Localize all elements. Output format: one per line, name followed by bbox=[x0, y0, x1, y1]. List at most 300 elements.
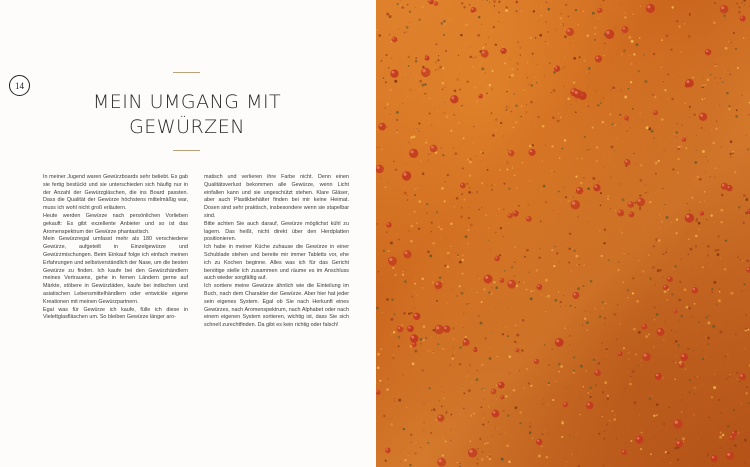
spice-speck bbox=[469, 187, 471, 189]
spice-speck bbox=[712, 258, 714, 260]
spice-speck bbox=[547, 31, 549, 33]
spice-speck bbox=[442, 455, 444, 457]
spice-speck bbox=[721, 412, 723, 414]
spice-speck bbox=[710, 176, 711, 177]
spice-speck bbox=[396, 119, 398, 121]
spice-speck bbox=[425, 269, 426, 270]
spice-speck bbox=[560, 17, 563, 20]
spice-speck bbox=[419, 200, 422, 203]
spice-speck bbox=[442, 281, 443, 282]
pink-peppercorn bbox=[657, 328, 665, 336]
spice-speck bbox=[532, 438, 533, 439]
spice-speck bbox=[697, 453, 698, 454]
spice-speck bbox=[633, 53, 635, 55]
spice-speck bbox=[575, 99, 577, 101]
spice-speck bbox=[435, 419, 437, 421]
spice-speck bbox=[477, 370, 478, 371]
spice-speck bbox=[489, 357, 492, 360]
spice-speck bbox=[620, 123, 621, 124]
spice-speck bbox=[502, 333, 504, 335]
spice-speck bbox=[570, 305, 572, 307]
spice-speck bbox=[662, 188, 663, 189]
spice-speck bbox=[604, 157, 605, 158]
spice-speck bbox=[468, 206, 471, 209]
spice-speck bbox=[580, 217, 581, 218]
spice-speck bbox=[456, 78, 459, 81]
spice-speck bbox=[496, 385, 498, 387]
spice-speck bbox=[581, 158, 582, 159]
spice-speck bbox=[491, 185, 492, 186]
spice-speck bbox=[383, 415, 385, 417]
spice-speck bbox=[580, 397, 581, 398]
spice-speck bbox=[481, 388, 482, 389]
spice-speck bbox=[463, 250, 464, 251]
spice-speck bbox=[435, 69, 437, 71]
spice-speck bbox=[409, 21, 411, 23]
spice-speck bbox=[706, 219, 707, 220]
spice-speck bbox=[530, 385, 532, 387]
pink-peppercorn bbox=[421, 68, 430, 77]
pink-peppercorn bbox=[434, 281, 442, 289]
spice-speck bbox=[527, 204, 530, 207]
spice-speck bbox=[711, 291, 713, 293]
spice-speck bbox=[625, 388, 627, 390]
spice-speck bbox=[408, 312, 411, 315]
spice-speck bbox=[577, 216, 578, 217]
spice-speck bbox=[600, 99, 602, 101]
spice-speck bbox=[430, 432, 432, 434]
spice-speck bbox=[459, 89, 461, 91]
spice-speck bbox=[516, 62, 519, 65]
spice-speck bbox=[523, 24, 524, 25]
spice-speck bbox=[461, 193, 462, 194]
pink-peppercorn bbox=[473, 348, 477, 352]
spice-speck bbox=[704, 200, 705, 201]
pink-peppercorn bbox=[402, 171, 411, 180]
spice-speck bbox=[436, 289, 439, 292]
spice-speck bbox=[477, 34, 480, 37]
spice-speck bbox=[450, 223, 453, 226]
spice-speck bbox=[461, 105, 463, 107]
spice-speck bbox=[740, 259, 741, 260]
spice-speck bbox=[546, 456, 548, 458]
spice-speck bbox=[717, 82, 719, 84]
spice-speck bbox=[431, 397, 432, 398]
spice-speck bbox=[576, 432, 578, 434]
spice-speck bbox=[720, 78, 721, 79]
pink-peppercorn bbox=[397, 326, 404, 333]
spice-speck bbox=[385, 81, 387, 83]
spice-speck bbox=[539, 424, 542, 427]
spice-speck bbox=[390, 318, 393, 321]
spice-speck bbox=[573, 356, 575, 358]
spice-speck bbox=[468, 389, 471, 392]
spice-speck bbox=[563, 86, 564, 87]
spice-speck bbox=[708, 314, 710, 316]
spice-speck bbox=[722, 81, 724, 83]
spice-speck bbox=[471, 382, 473, 384]
spice-speck bbox=[409, 88, 412, 91]
spice-speck bbox=[710, 74, 712, 76]
spice-speck bbox=[518, 281, 520, 283]
spice-speck bbox=[481, 207, 482, 208]
spice-speck bbox=[677, 344, 680, 347]
spice-speck bbox=[517, 69, 519, 71]
pink-peppercorn bbox=[627, 201, 634, 208]
spice-speck bbox=[636, 43, 639, 46]
pink-peppercorn bbox=[526, 216, 532, 222]
spice-speck bbox=[734, 171, 736, 173]
spice-speck bbox=[437, 111, 438, 112]
spice-speck bbox=[674, 265, 677, 268]
spice-speck bbox=[659, 269, 662, 272]
spice-speck bbox=[400, 461, 401, 462]
spice-speck bbox=[721, 194, 724, 197]
spice-speck bbox=[613, 418, 616, 421]
spice-speck bbox=[720, 221, 722, 223]
spice-speck bbox=[664, 204, 665, 205]
spice-speck bbox=[628, 88, 629, 89]
spice-speck bbox=[473, 413, 474, 414]
spice-speck bbox=[719, 291, 721, 293]
spice-speck bbox=[408, 453, 409, 454]
spice-speck bbox=[467, 158, 469, 160]
spice-speck bbox=[408, 56, 410, 58]
spice-speck bbox=[394, 313, 396, 315]
spice-speck bbox=[569, 233, 571, 235]
pink-peppercorn bbox=[378, 123, 386, 131]
spice-speck bbox=[539, 248, 540, 249]
spice-speck bbox=[634, 202, 636, 204]
paragraph: Heute werden Gewürze nach persönlichen Vorlieben gekauft: Es gibt exzellente Anbieter und so ist das Aromenspektrum der Gewürze phantastisch. bbox=[43, 212, 188, 235]
spice-speck bbox=[379, 146, 380, 147]
spice-speck bbox=[481, 24, 482, 25]
spice-speck bbox=[736, 109, 738, 111]
spice-speck bbox=[495, 232, 496, 233]
spice-speck bbox=[715, 374, 716, 375]
spice-speck bbox=[602, 391, 604, 393]
spice-speck bbox=[575, 176, 577, 178]
spice-speck bbox=[505, 432, 506, 433]
spice-speck bbox=[541, 189, 542, 190]
pink-peppercorn bbox=[536, 284, 542, 290]
spice-speck bbox=[748, 39, 749, 40]
spice-speck bbox=[473, 126, 474, 127]
spice-speck bbox=[508, 223, 509, 224]
spice-speck bbox=[460, 34, 463, 37]
spice-speck bbox=[665, 462, 667, 464]
spice-speck bbox=[400, 426, 402, 428]
spice-speck bbox=[406, 26, 409, 29]
spice-speck bbox=[507, 149, 508, 150]
spice-speck bbox=[404, 32, 406, 34]
spice-speck bbox=[669, 407, 671, 409]
spice-speck bbox=[599, 230, 600, 231]
spice-speck bbox=[667, 98, 668, 99]
pink-peppercorn bbox=[726, 452, 734, 460]
spice-speck bbox=[632, 277, 634, 279]
spice-speck bbox=[388, 182, 389, 183]
spice-speck bbox=[737, 67, 739, 69]
spice-speck bbox=[425, 337, 427, 339]
spice-speck bbox=[385, 107, 386, 108]
spice-speck bbox=[405, 74, 406, 75]
spice-speck bbox=[659, 304, 660, 305]
spice-speck bbox=[491, 88, 494, 91]
spice-speck bbox=[619, 230, 620, 231]
spice-speck bbox=[542, 125, 545, 128]
spice-speck bbox=[656, 403, 659, 406]
spice-speck bbox=[391, 334, 392, 335]
spice-speck bbox=[396, 234, 397, 235]
spice-speck bbox=[747, 329, 749, 331]
spice-speck bbox=[524, 256, 526, 258]
spice-speck bbox=[462, 259, 464, 261]
spice-speck bbox=[567, 200, 569, 202]
spice-speck bbox=[552, 59, 553, 60]
spice-speck bbox=[595, 384, 597, 386]
spice-speck bbox=[407, 199, 409, 201]
spice-speck bbox=[461, 387, 462, 388]
spice-speck bbox=[746, 386, 748, 388]
spice-speck bbox=[411, 295, 413, 297]
spice-speck bbox=[534, 77, 535, 78]
spice-speck bbox=[439, 276, 442, 279]
spice-speck bbox=[406, 31, 407, 32]
spice-speck bbox=[604, 228, 607, 231]
pink-peppercorn bbox=[572, 292, 579, 299]
spice-speck bbox=[561, 81, 562, 82]
spice-speck bbox=[442, 67, 445, 70]
spice-speck bbox=[632, 209, 633, 210]
spice-speck bbox=[676, 332, 677, 333]
spice-speck bbox=[461, 273, 463, 275]
pink-peppercorn bbox=[586, 402, 593, 409]
spice-speck bbox=[730, 140, 733, 143]
spice-speck bbox=[647, 118, 649, 120]
spice-speck bbox=[412, 185, 413, 186]
spice-speck bbox=[599, 315, 602, 318]
spice-speck bbox=[392, 267, 394, 269]
spice-speck bbox=[443, 20, 445, 22]
spice-speck bbox=[604, 381, 607, 384]
spice-speck bbox=[543, 399, 544, 400]
pink-peppercorn bbox=[534, 359, 539, 364]
spice-speck bbox=[430, 454, 431, 455]
spice-speck bbox=[665, 252, 667, 254]
spice-speck bbox=[469, 56, 472, 59]
spice-speck bbox=[743, 123, 744, 124]
spice-speck bbox=[570, 43, 571, 44]
spice-speck bbox=[489, 454, 490, 455]
spice-speck bbox=[388, 67, 390, 69]
spice-speck bbox=[564, 225, 566, 227]
spice-speck bbox=[582, 285, 584, 287]
spice-speck bbox=[733, 409, 735, 411]
spice-speck bbox=[630, 81, 632, 83]
paragraph: Egal was für Gewürze ich kaufe, fülle ich diese in Vielettglasfläschen um. So bleiben Gewürze länger aro- bbox=[43, 306, 188, 321]
spice-speck bbox=[667, 452, 669, 454]
spice-speck bbox=[628, 167, 630, 169]
spice-speck bbox=[602, 416, 604, 418]
spice-speck bbox=[469, 366, 471, 368]
spice-speck bbox=[615, 210, 616, 211]
spice-speck bbox=[451, 216, 452, 217]
spice-speck bbox=[387, 394, 388, 395]
spice-speck bbox=[617, 138, 618, 139]
pink-peppercorn bbox=[622, 450, 627, 455]
pink-peppercorn bbox=[629, 212, 635, 218]
spice-speck bbox=[453, 338, 455, 340]
spice-speck bbox=[428, 154, 429, 155]
spice-speck bbox=[554, 171, 556, 173]
spice-speck bbox=[719, 436, 722, 439]
spice-speck bbox=[623, 49, 626, 52]
spice-speck bbox=[442, 348, 444, 350]
spice-speck bbox=[584, 318, 586, 320]
pink-peppercorn bbox=[605, 30, 615, 40]
spice-speck bbox=[663, 81, 664, 82]
spice-speck bbox=[503, 209, 504, 210]
spice-speck bbox=[724, 268, 726, 270]
spice-speck bbox=[545, 21, 548, 24]
spice-speck bbox=[440, 148, 441, 149]
spice-speck bbox=[604, 317, 606, 319]
spice-speck bbox=[443, 34, 445, 36]
spice-speck bbox=[561, 68, 562, 69]
spice-speck bbox=[701, 384, 703, 386]
spice-speck bbox=[648, 49, 651, 52]
pink-peppercorn bbox=[460, 183, 466, 189]
spice-speck bbox=[425, 142, 427, 144]
spice-speck bbox=[522, 319, 524, 321]
spice-speck bbox=[612, 280, 615, 283]
spice-speck bbox=[681, 315, 684, 318]
spice-speck bbox=[458, 55, 459, 56]
spice-speck bbox=[724, 356, 726, 358]
spice-speck bbox=[698, 229, 699, 230]
spice-speck bbox=[677, 459, 679, 461]
spice-speck bbox=[452, 147, 454, 149]
spice-speck bbox=[670, 49, 672, 51]
spice-speck bbox=[415, 277, 416, 278]
spice-speck bbox=[743, 37, 745, 39]
pink-peppercorn bbox=[492, 410, 500, 418]
pink-peppercorn bbox=[555, 338, 564, 347]
spice-speck bbox=[729, 156, 732, 159]
spice-speck bbox=[657, 269, 660, 272]
spice-speck bbox=[535, 37, 537, 39]
spice-speck bbox=[444, 102, 445, 103]
spice-speck bbox=[441, 238, 442, 239]
spice-speck bbox=[420, 88, 421, 89]
spice-speck bbox=[378, 34, 380, 36]
spice-speck bbox=[484, 389, 485, 390]
spice-speck bbox=[655, 173, 657, 175]
spice-speck bbox=[592, 127, 594, 129]
spice-speck bbox=[536, 93, 537, 94]
spice-speck bbox=[441, 406, 443, 408]
spice-speck bbox=[595, 357, 597, 359]
spice-speck bbox=[530, 297, 533, 300]
pink-peppercorn bbox=[636, 436, 644, 444]
spice-speck bbox=[644, 80, 647, 83]
spice-speck bbox=[536, 82, 537, 83]
spice-speck bbox=[674, 134, 675, 135]
spice-speck bbox=[610, 89, 611, 90]
spice-speck bbox=[536, 269, 538, 271]
spice-speck bbox=[736, 372, 739, 375]
spice-speck bbox=[485, 72, 486, 73]
spice-speck bbox=[523, 387, 524, 388]
spice-speck bbox=[419, 204, 420, 205]
spice-speck bbox=[515, 104, 518, 107]
spice-speck bbox=[456, 295, 457, 296]
spice-speck bbox=[430, 153, 431, 154]
pink-peppercorn bbox=[385, 448, 391, 454]
spice-speck bbox=[588, 86, 589, 87]
spice-speck bbox=[745, 134, 747, 136]
spice-speck bbox=[563, 295, 564, 296]
spice-speck bbox=[634, 401, 637, 404]
spice-speck bbox=[380, 348, 382, 350]
spice-speck bbox=[556, 252, 558, 254]
spice-speck bbox=[711, 130, 712, 131]
spice-speck bbox=[559, 442, 560, 443]
spice-speck bbox=[442, 386, 443, 387]
spice-speck bbox=[466, 133, 467, 134]
spice-speck bbox=[443, 437, 445, 439]
spice-speck bbox=[654, 307, 656, 309]
spice-speck bbox=[728, 108, 731, 111]
spice-speck bbox=[463, 313, 464, 314]
spice-speck bbox=[631, 40, 634, 43]
spice-speck bbox=[647, 192, 648, 193]
spice-speck bbox=[556, 4, 557, 5]
spice-speck bbox=[558, 363, 561, 366]
spice-speck bbox=[506, 444, 509, 447]
spice-speck bbox=[695, 179, 696, 180]
spice-speck bbox=[549, 62, 551, 64]
pink-peppercorn bbox=[721, 183, 728, 190]
spice-speck bbox=[678, 146, 680, 148]
spice-speck bbox=[551, 145, 554, 148]
spice-speck bbox=[595, 33, 596, 34]
spice-speck bbox=[715, 167, 717, 169]
spice-speck bbox=[600, 204, 602, 206]
spice-speck bbox=[686, 233, 687, 234]
pink-peppercorn bbox=[529, 149, 536, 156]
spice-speck bbox=[543, 294, 544, 295]
spice-speck bbox=[742, 83, 744, 85]
spice-speck bbox=[653, 436, 654, 437]
spice-speck bbox=[385, 459, 387, 461]
spice-speck bbox=[382, 120, 383, 121]
spice-speck bbox=[430, 350, 431, 351]
spice-speck bbox=[609, 420, 610, 421]
spice-speck bbox=[462, 255, 464, 257]
spice-speck bbox=[460, 215, 463, 218]
spice-speck bbox=[638, 260, 639, 261]
pink-peppercorn bbox=[376, 165, 384, 174]
spice-speck bbox=[539, 172, 540, 173]
spice-speck bbox=[598, 18, 599, 19]
spice-speck bbox=[515, 121, 518, 124]
spice-speck bbox=[419, 130, 420, 131]
spice-speck bbox=[551, 249, 553, 251]
spice-speck bbox=[730, 448, 731, 449]
spice-speck bbox=[471, 192, 473, 194]
